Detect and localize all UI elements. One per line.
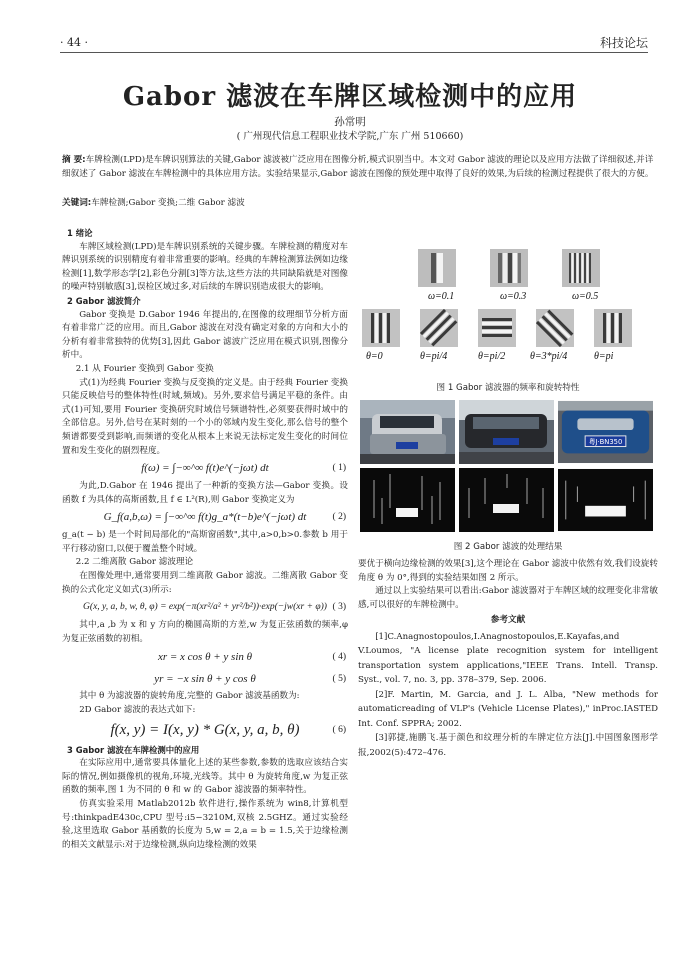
gabor-filter-w05 (562, 249, 600, 287)
label-theta-pi: θ=pi (594, 351, 614, 362)
gabor-result-2 (459, 468, 554, 532)
section-3-title: 3 Gabor 滤波在车牌检测中的应用 (67, 744, 200, 755)
references-title: 参考文献 (490, 615, 526, 626)
gabor-filter-theta-3pi4 (536, 309, 574, 347)
car-photo-1 (360, 400, 455, 464)
label-theta-0: θ=0 (366, 351, 383, 362)
journal-name: 科技论坛 (599, 36, 648, 50)
gabor-filter-w03 (490, 249, 528, 287)
label-w05: ω=0.5 (572, 291, 599, 302)
section-3-paragraph-2: 仿真实验采用 Matlab2012b 软件进行,操作系统为 win8,计算机型号:thinkpadE430c,CPU 型号:i5−3210M,双核 2.5GHZ。通过实验经验,这里选取 Gabor 基函数的长度为 5,w = 2,a = b = 1.5,关于边缘检测的相关文献显示:对于边缘检测,纵向边缘检测的效果 (62, 799, 348, 850)
abstract (62, 153, 656, 181)
equation-6-number: ( 6) (332, 724, 346, 735)
keywords (62, 196, 656, 208)
gabor-filter-theta-pi (594, 309, 632, 347)
label-w03: ω=0.3 (500, 291, 527, 302)
section-2-2-paragraph: 在图像处理中,通常要用到二维离散 Gabor 滤波。二维离散 Gabor 变换的公式化定义如式(3)所示: (62, 571, 348, 595)
figure-1 (358, 247, 658, 375)
equation-4: xr = x cos θ + y sin θ ( 4) (157, 650, 346, 663)
section-2-1-title: 2.1 从 Fourier 变换到 Gabor 变换 (75, 363, 214, 374)
section-2-title: 2 Gabor 滤波简介 (67, 295, 141, 306)
figure-1-caption: 图 1 Gabor 滤波器的频率和旋转特性 (436, 383, 580, 393)
label-theta-pi4: θ=pi/4 (420, 351, 448, 362)
affiliation: ( 广州现代信息工程职业技术学院,广东 广州 510660) (236, 131, 464, 142)
equation-1: f(ω) = ∫−∞^∞ f(t)e^(−jωt) dt ( 1) (141, 462, 346, 475)
right-paragraph-1: 要优于横向边缘检测的效果[3],这个理论在 Gabor 滤波中依然有效,我们设旋转角度 θ 为 0°,得到的实验结果如图 2 所示。 (358, 559, 658, 583)
section-2-2-title: 2.2 二维离散 Gabor 滤波理论 (75, 557, 194, 568)
keywords-text: 车牌检测;Gabor 变换;二维 Gabor 滤波 (91, 198, 245, 208)
abstract-text: 车牌检测(LPD)是车牌识别算法的关键,Gabor 滤波被广泛应用在图像分析,模式识别当中。本文对 Gabor 滤波的理论以及应用方法做了详细叙述,并详细叙述了 Gabor 滤波在车牌检测中的具体应用方法。实验结果显示,Gabor 滤波在图像的预处理中取得了良好的效果,为后续的检测过程提供了很大的方便。 (62, 155, 654, 179)
section-1-paragraph: 车牌区域检测(LPD)是车牌识别系统的关键步骤。车牌检测的精度对车牌识别系统的识别精度有着非常重要的影响。经典的车牌检测算法例如边缘检测[1],数学形态学[2],彩色分割[3]等方法,这些方法的共同缺陷就是对图像的噪声特别敏感[3],误检区域过多,对后续的车牌识别造成很大的影响。 (62, 241, 348, 293)
equation-3: G(x, y, a, b, w, θ, φ) = exp(−π(xr²/a² + yr²/b²))·exp(−jw(xr + φ)) ( 3) (62, 597, 348, 619)
equation-1-number: ( 1) (332, 463, 346, 474)
gabor-filter-w01 (418, 249, 456, 287)
left-column (62, 227, 348, 852)
section-1-title: 1 绪论 (67, 228, 93, 238)
label-w01: ω=0.1 (428, 291, 455, 302)
gabor-result-1 (360, 468, 455, 532)
license-plate-text: 粤J·BN350 (588, 438, 623, 447)
running-header (60, 34, 648, 53)
equation-3-number: ( 3) (332, 602, 346, 613)
figure-2-caption: 图 2 Gabor 滤波的处理结果 (453, 542, 563, 552)
section-2-1-paragraph: 式(1)为经典 Fourier 变换与反变换的定义是。由于经典 Fourier 变换只能反映信号的整体特性(时域,频域)。另外,要求信号满足平稳的条件。由式(1)可知,要用 Fourier 变换研究时域信号频谱特性,必须要获得时域中的全部信息。另外,信号在某时刻的一个小的邻域内发生变化,那么信号的整个频谱都要受到影响,而频谱的变化从根本上来说无法标定发生变化的时间位置和发生变化的剧烈程度。 (62, 377, 348, 456)
right-paragraph-2: 通过以上实验结果可以看出:Gabor 滤波器对于车牌区域的纹理变化非常敏感,可以很好的车牌检测中。 (358, 586, 658, 610)
right-column (358, 558, 658, 760)
equation-4-number: ( 4) (332, 651, 346, 662)
gabor-filter-theta-pi2 (478, 309, 516, 347)
keywords-label: 关键词: (62, 198, 92, 208)
gabor-filter-theta-pi4 (420, 309, 458, 347)
paragraph-after-eq3: 其中,a ,b 为 x 和 y 方向的椭圆高斯的方差,w 为复正弦函数的频率,φ 为复正弦函数的初相。 (62, 620, 348, 644)
gabor-filter-theta-0 (362, 309, 400, 347)
section-3-paragraph-1: 在实际应用中,通常要具体量化上述的某些参数,参数的选取应该结合实际的情况,例如摄像机的视角,环境,光线等。其中 θ 为旋转角度,w 为复正弦函数的频率,图 1 为不同的 θ 和 w 的 Gabor 滤波器的频率特性。 (62, 758, 348, 796)
paragraph-after-eq5: 其中 θ 为滤波器的旋转角度,完整的 Gabor 滤波基函数为: (79, 691, 300, 702)
reference-1: [1]C.Anagnostopoulos,I.Anagnostopoulos,E.Kayafas,and V.Loumos, "A license plate recognition system for intelligent transportation system applications,"IEEE Trans. Intell. Transp. Syst., vol. 7, no. 3, pp. 378–379, Sep. 2006. (358, 631, 658, 686)
car-photo-3 (558, 400, 653, 464)
equation-5: yr = −x sin θ + y cos θ ( 5) (154, 672, 346, 685)
paragraph-2d: 2D Gabor 滤波的表达式如下: (79, 705, 196, 716)
label-theta-pi2: θ=pi/2 (478, 351, 506, 362)
page-number: · 44 · (60, 36, 88, 49)
label-theta-3pi4: θ=3*pi/4 (530, 351, 568, 362)
equation-2: G_f(a,b,ω) = ∫−∞^∞ f(t)g_a*(t−b)e^(−jωt) dt ( 2) (103, 511, 346, 524)
gabor-result-3 (558, 468, 653, 532)
car-photo-2 (459, 400, 554, 464)
paragraph-after-eq2: g_a(t − b) 是一个时间局部化的"高斯窗函数",其中,a>0,b>0.参数 b 用于平行移动窗口,以便于覆盖整个时域。 (62, 530, 348, 554)
section-2-paragraph: Gabor 变换是 D.Gabor 1946 年提出的,在图像的纹理细节分析方面有着非常广泛的应用。而且,Gabor 滤波在对没有确定对象的方向和大小的分析有着非常独特的优势[3],因此 Gabor 滤波广泛应用在模式识别,图像分析中。 (62, 309, 348, 361)
reference-2: [2]F. Martin, M. Garcia, and J. L. Alba, "New methods for automaticreading of VLP's (Vehicle License Plates)," inProc.IASTED Int. Conf. SPPRA; 2002. (358, 689, 658, 729)
author-name: 孙常明 (334, 116, 366, 128)
equation-2-number: ( 2) (332, 512, 346, 523)
abstract-label: 摘 要: (62, 155, 86, 165)
paper-title: Gabor 滤波在车牌区域检测中的应用 (122, 82, 578, 112)
equation-6: f(x, y) = I(x, y) * G(x, y, a, b, θ) ( 6) (110, 721, 346, 738)
equation-5-number: ( 5) (332, 673, 346, 684)
reference-3: [3]郭捷,施鹏飞.基于颜色和纹理分析的车牌定位方法[J].中国图象图形学报,2002(5):472–476. (358, 733, 658, 758)
paragraph-after-eq1: 为此,D.Gabor 在 1946 提出了一种新的变换方法—Gabor 变换。设函数 f 为具体的高斯函数,且 f ∈ L²(R),则 Gabor 变换定义为 (62, 481, 348, 505)
